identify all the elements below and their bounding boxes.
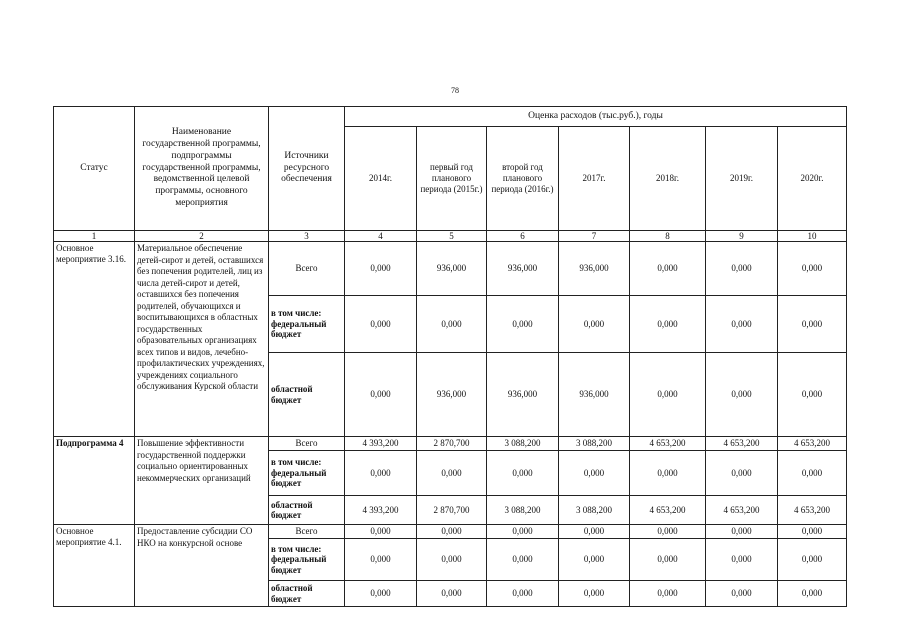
column-number: 5 bbox=[417, 231, 487, 242]
value-cell: 0,000 bbox=[706, 353, 778, 437]
value-cell: 2 870,700 bbox=[417, 437, 487, 451]
value-cell: 936,000 bbox=[559, 242, 630, 296]
value-cell: 0,000 bbox=[630, 525, 706, 539]
value-cell: 936,000 bbox=[487, 242, 559, 296]
header-year: 2018г. bbox=[630, 127, 706, 231]
header-name: Наименование государственной программы, подпрограммы государственной программы, ведомственной целевой программы, основного мероприятия bbox=[135, 107, 269, 231]
value-cell: 0,000 bbox=[417, 581, 487, 607]
row-status: Подпрограмма 4 bbox=[54, 437, 135, 525]
value-cell: 3 088,200 bbox=[559, 437, 630, 451]
value-cell: 4 393,200 bbox=[345, 437, 417, 451]
header-year: 2014г. bbox=[345, 127, 417, 231]
value-cell: 0,000 bbox=[487, 296, 559, 353]
column-numbers-row bbox=[54, 231, 847, 242]
column-number: 8 bbox=[630, 231, 706, 242]
budget-table bbox=[53, 106, 847, 607]
value-cell: 0,000 bbox=[345, 525, 417, 539]
value-cell: 0,000 bbox=[487, 539, 559, 581]
column-number: 7 bbox=[559, 231, 630, 242]
value-cell: 0,000 bbox=[487, 451, 559, 496]
value-cell: 4 653,200 bbox=[630, 437, 706, 451]
header-year: 2017г. bbox=[559, 127, 630, 231]
header-year: 2020г. bbox=[778, 127, 847, 231]
table-row bbox=[54, 437, 847, 451]
value-cell: 0,000 bbox=[706, 581, 778, 607]
value-cell: 0,000 bbox=[559, 581, 630, 607]
row-name: Материальное обеспечение детей-сирот и детей, оставшихся без попечения родителей, лиц из числа детей-сирот и детей, оставшихся без попечения родителей, обучающихся и воспитывающихся в областных государственных образовательных организациях всех типов и видов, лечебно-профилактических учреждениях, учреждениях социального обслуживания Курской области bbox=[135, 242, 269, 437]
value-cell: 4 653,200 bbox=[630, 496, 706, 525]
row-name: Предоставление субсидии СО НКО на конкурсной основе bbox=[135, 525, 269, 607]
column-number: 9 bbox=[706, 231, 778, 242]
value-cell: 0,000 bbox=[345, 296, 417, 353]
column-number: 4 bbox=[345, 231, 417, 242]
value-cell: 0,000 bbox=[630, 581, 706, 607]
value-cell: 0,000 bbox=[417, 296, 487, 353]
value-cell: 0,000 bbox=[778, 353, 847, 437]
value-cell: 0,000 bbox=[778, 539, 847, 581]
row-status: Основное мероприятие 3.16. bbox=[54, 242, 135, 437]
value-cell: 0,000 bbox=[487, 525, 559, 539]
header-year: первый год планового периода (2015г.) bbox=[417, 127, 487, 231]
value-cell: 3 088,200 bbox=[487, 437, 559, 451]
value-cell: 2 870,700 bbox=[417, 496, 487, 525]
value-cell: 3 088,200 bbox=[559, 496, 630, 525]
row-source: областной бюджет bbox=[269, 353, 345, 437]
row-source: в том числе: федеральный бюджет bbox=[269, 451, 345, 496]
value-cell: 0,000 bbox=[559, 296, 630, 353]
value-cell: 0,000 bbox=[417, 539, 487, 581]
value-cell: 0,000 bbox=[778, 581, 847, 607]
row-status: Основное мероприятие 4.1. bbox=[54, 525, 135, 607]
column-number: 1 bbox=[54, 231, 135, 242]
row-source: в том числе: федеральный бюджет bbox=[269, 296, 345, 353]
value-cell: 4 393,200 bbox=[345, 496, 417, 525]
row-source: Всего bbox=[269, 242, 345, 296]
header-row-top bbox=[54, 107, 847, 127]
column-number: 3 bbox=[269, 231, 345, 242]
value-cell: 0,000 bbox=[778, 296, 847, 353]
header-sources: Источники ресурсного обеспечения bbox=[269, 107, 345, 231]
value-cell: 936,000 bbox=[487, 353, 559, 437]
column-number: 2 bbox=[135, 231, 269, 242]
value-cell: 4 653,200 bbox=[778, 496, 847, 525]
table-row bbox=[54, 525, 847, 539]
value-cell: 0,000 bbox=[417, 525, 487, 539]
row-source: Всего bbox=[269, 437, 345, 451]
value-cell: 0,000 bbox=[630, 353, 706, 437]
value-cell: 0,000 bbox=[630, 451, 706, 496]
value-cell: 0,000 bbox=[487, 581, 559, 607]
value-cell: 0,000 bbox=[559, 539, 630, 581]
row-source: в том числе: федеральный бюджет bbox=[269, 539, 345, 581]
value-cell: 936,000 bbox=[417, 353, 487, 437]
value-cell: 4 653,200 bbox=[706, 437, 778, 451]
row-source: областной бюджет bbox=[269, 581, 345, 607]
value-cell: 4 653,200 bbox=[778, 437, 847, 451]
value-cell: 3 088,200 bbox=[487, 496, 559, 525]
value-cell: 0,000 bbox=[417, 451, 487, 496]
value-cell: 0,000 bbox=[345, 242, 417, 296]
value-cell: 936,000 bbox=[559, 353, 630, 437]
value-cell: 936,000 bbox=[417, 242, 487, 296]
table-row bbox=[54, 242, 847, 296]
value-cell: 0,000 bbox=[706, 242, 778, 296]
value-cell: 0,000 bbox=[345, 451, 417, 496]
column-number: 6 bbox=[487, 231, 559, 242]
value-cell: 0,000 bbox=[706, 539, 778, 581]
value-cell: 0,000 bbox=[778, 451, 847, 496]
value-cell: 0,000 bbox=[345, 353, 417, 437]
header-status: Статус bbox=[54, 107, 135, 231]
value-cell: 0,000 bbox=[778, 242, 847, 296]
page-number: 78 bbox=[451, 86, 459, 95]
value-cell: 0,000 bbox=[559, 525, 630, 539]
value-cell: 0,000 bbox=[345, 581, 417, 607]
value-cell: 0,000 bbox=[630, 539, 706, 581]
column-number: 10 bbox=[778, 231, 847, 242]
value-cell: 0,000 bbox=[559, 451, 630, 496]
value-cell: 4 653,200 bbox=[706, 496, 778, 525]
value-cell: 0,000 bbox=[345, 539, 417, 581]
value-cell: 0,000 bbox=[706, 296, 778, 353]
value-cell: 0,000 bbox=[630, 296, 706, 353]
header-year: второй год планового периода (2016г.) bbox=[487, 127, 559, 231]
value-cell: 0,000 bbox=[706, 451, 778, 496]
row-source: Всего bbox=[269, 525, 345, 539]
header-expenses: Оценка расходов (тыс.руб.), годы bbox=[345, 107, 847, 127]
row-source: областной бюджет bbox=[269, 496, 345, 525]
value-cell: 0,000 bbox=[778, 525, 847, 539]
row-name: Повышение эффективности государственной поддержки социально ориентированных некоммерческих организаций bbox=[135, 437, 269, 525]
header-year: 2019г. bbox=[706, 127, 778, 231]
value-cell: 0,000 bbox=[630, 242, 706, 296]
value-cell: 0,000 bbox=[706, 525, 778, 539]
